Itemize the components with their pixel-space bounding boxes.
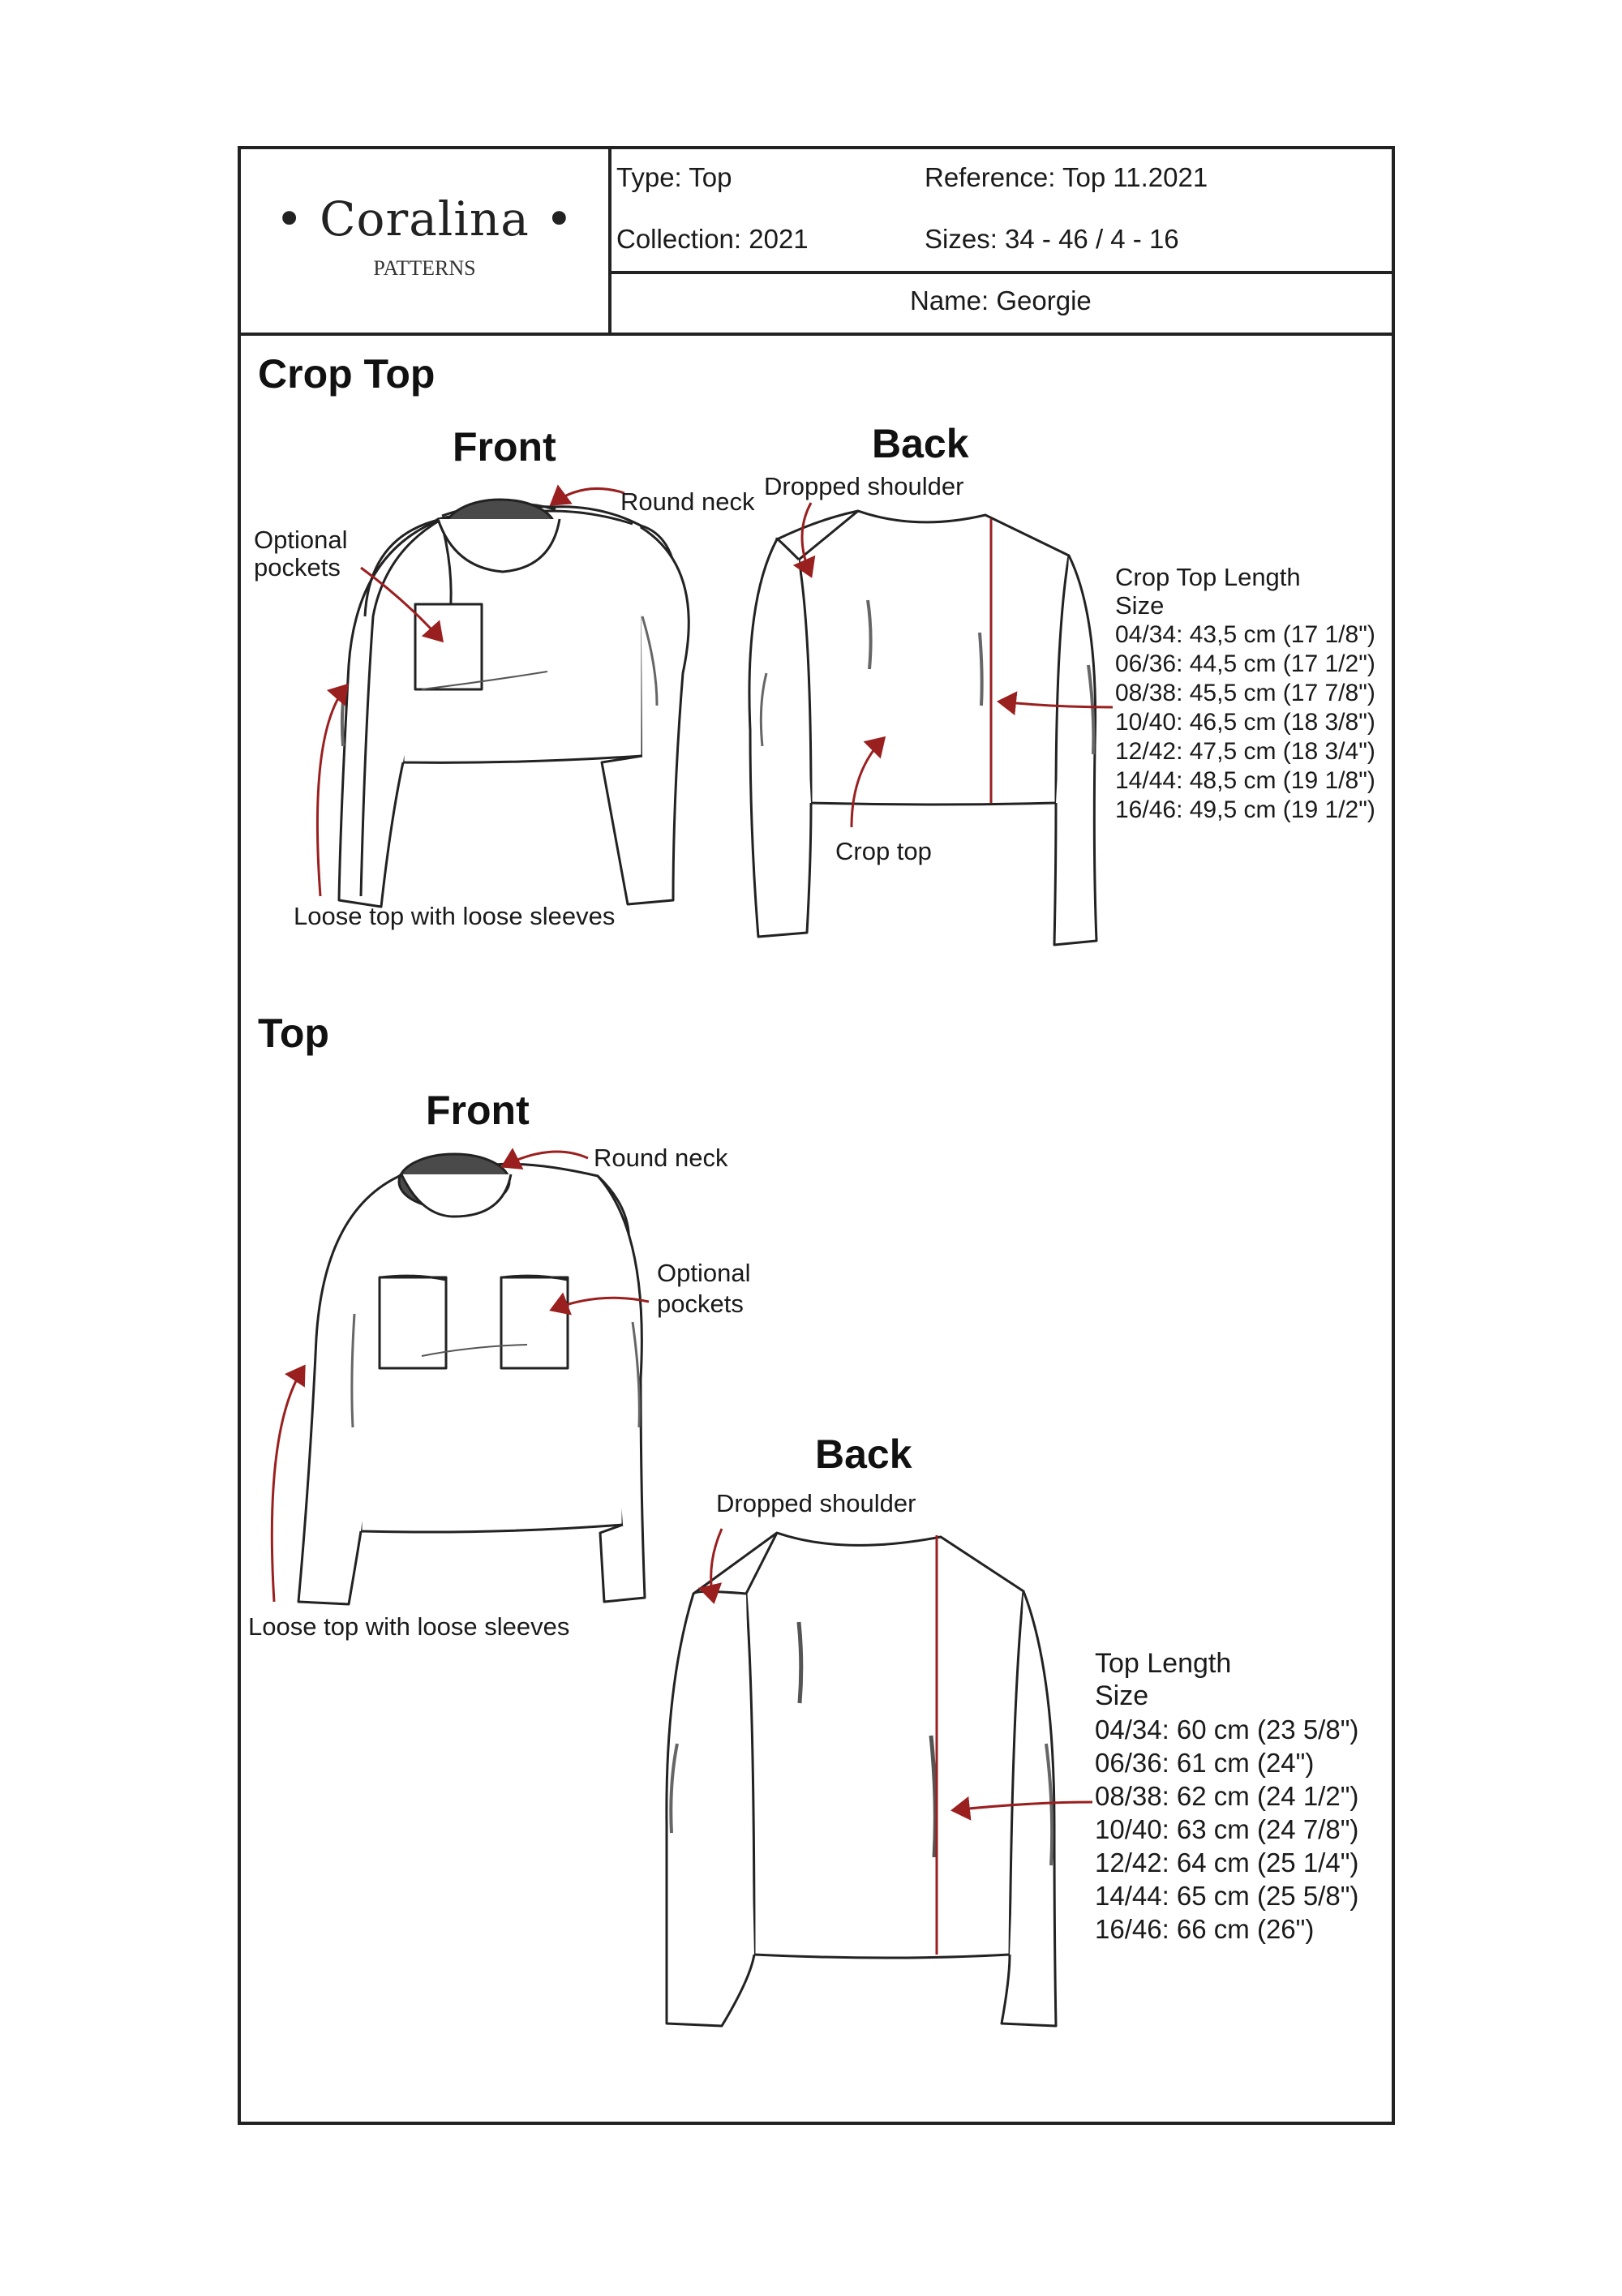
brand-logo-subtitle: PATTERNS: [373, 256, 476, 280]
size-row: 10/40: 46,5 cm (18 3/8"): [1115, 709, 1375, 736]
crop-top-dropped-shoulder-label: Dropped shoulder: [764, 472, 964, 500]
top-pockets-label: pockets: [657, 1290, 744, 1318]
top-optional-label: Optional: [657, 1259, 751, 1287]
size-row: 12/42: 64 cm (25 1/4"): [1095, 1848, 1359, 1878]
crop-top-section-title: Crop Top: [258, 351, 436, 397]
size-row: 08/38: 62 cm (24 1/2"): [1095, 1781, 1359, 1811]
top-back-title: Back: [815, 1431, 912, 1477]
crop-top-size-label: Size: [1115, 591, 1165, 620]
crop-top-length-title: Crop Top Length: [1115, 563, 1301, 591]
top-section-title: Top: [258, 1011, 329, 1056]
crop-top-pockets-label: pockets: [254, 553, 341, 582]
size-row: 06/36: 61 cm (24"): [1095, 1748, 1315, 1778]
top-length-title: Top Length: [1095, 1648, 1232, 1679]
brand-logo-name: • Coralina •: [275, 191, 574, 247]
size-row: 04/34: 43,5 cm (17 1/8"): [1115, 621, 1375, 648]
reference-field: Reference: Top 11.2021: [925, 162, 1208, 192]
top-size-label: Size: [1095, 1680, 1149, 1711]
top-size-list: [1095, 1713, 1358, 1946]
type-field: Type: Top: [616, 162, 732, 192]
crop-top-optional-label: Optional: [254, 526, 348, 554]
name-field: Name: Georgie: [910, 285, 1092, 315]
size-row: 04/34: 60 cm (23 5/8"): [1095, 1714, 1359, 1745]
crop-top-size-list: [1115, 620, 1375, 825]
size-row: 10/40: 63 cm (24 7/8"): [1095, 1814, 1359, 1844]
brand-logo-box: [241, 149, 611, 336]
size-row: 06/36: 44,5 cm (17 1/2"): [1115, 650, 1375, 677]
sizes-field: Sizes: 34 - 46 / 4 - 16: [925, 224, 1179, 254]
size-row: 08/38: 45,5 cm (17 7/8"): [1115, 680, 1375, 706]
crop-top-front-title: Front: [453, 424, 556, 470]
top-round-neck-label: Round neck: [594, 1144, 728, 1172]
header-info-row: [611, 149, 1395, 274]
crop-top-back-title: Back: [872, 421, 969, 466]
crop-top-crop-label: Crop top: [835, 837, 932, 865]
crop-top-round-neck-label: Round neck: [620, 487, 755, 516]
size-row: 16/46: 66 cm (26"): [1095, 1914, 1315, 1944]
collection-field: Collection: 2021: [616, 224, 809, 254]
size-row: 14/44: 65 cm (25 5/8"): [1095, 1881, 1359, 1911]
top-dropped-shoulder-label: Dropped shoulder: [716, 1489, 916, 1517]
size-row: 12/42: 47,5 cm (18 3/4"): [1115, 738, 1375, 765]
header-name-row: [611, 274, 1395, 336]
top-front-title: Front: [426, 1088, 530, 1133]
size-row: 16/46: 49,5 cm (19 1/2"): [1115, 796, 1375, 823]
crop-top-loose-top-label: Loose top with loose sleeves: [294, 902, 616, 930]
top-loose-top-label: Loose top with loose sleeves: [248, 1612, 570, 1641]
size-row: 14/44: 48,5 cm (19 1/8"): [1115, 767, 1375, 794]
